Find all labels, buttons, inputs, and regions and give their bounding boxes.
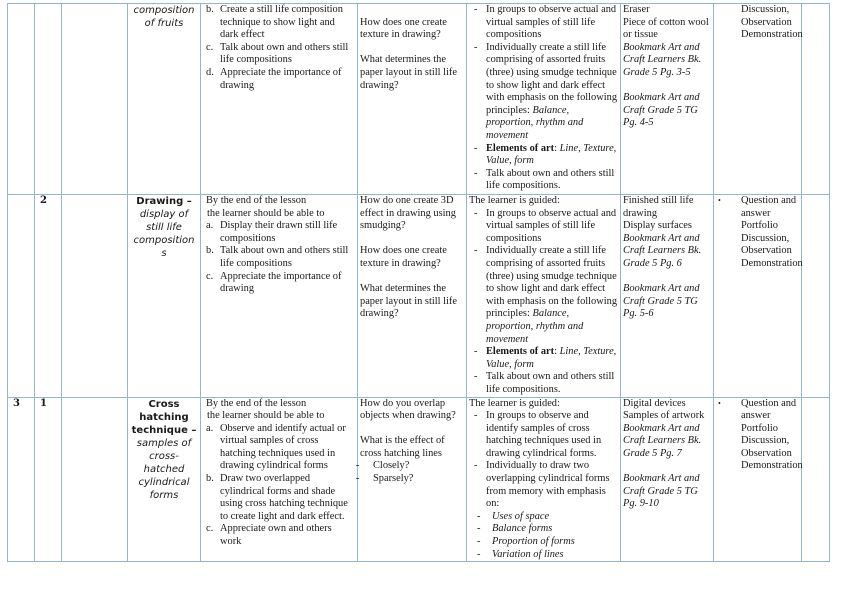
resources-cell [621, 195, 714, 398]
assessment-item: Observation [741, 245, 792, 257]
strand-cell [62, 397, 128, 562]
sub-strand-cell [128, 4, 201, 195]
emphasis-item: - Variation of lines [477, 548, 564, 560]
resources-cell [621, 4, 714, 195]
learning-experiences-cell [467, 4, 621, 195]
experience-item: - Talk about own and others still life compositions. [474, 371, 615, 395]
resource-item: Finished still life drawing [623, 195, 694, 219]
learner-book-ref: Bookmark Art and Craft Learners Bk. Grade 5 Pg. 3-5 [623, 41, 702, 78]
resource-item: Eraser [623, 4, 650, 15]
emphasis-item: - Balance forms [477, 523, 553, 535]
outcome-item: a. Display their drawn still life compositions [206, 220, 338, 244]
learning-experiences-cell [467, 195, 621, 398]
outcomes-intro: By the end of the lesson [206, 397, 307, 409]
outcomes-intro: the learner should be able to [207, 207, 325, 219]
assessment-item: Discussion, [741, 435, 790, 447]
inquiry-question: How do one create 3D effect in drawing using smudging? [360, 195, 456, 232]
topic-italic: composition of fruits [133, 5, 195, 29]
experience-item: - In groups to observe and identify samples of cross hatching techniques used in drawing cylindrical forms. [474, 410, 602, 459]
key-inquiry-cell [358, 195, 467, 398]
experience-item: - Individually create a still life comprising of assorted fruits (three) using smudge technique to show light and dark effect with emphasis on the following principles: Balance, proportion, rhythm and movement [474, 245, 618, 345]
strand-cell [62, 195, 128, 398]
sub-strand-cell [128, 195, 201, 398]
emphasis-list [469, 511, 618, 561]
assessment-cell [714, 397, 802, 562]
learning-experiences-cell [467, 397, 621, 562]
teacher-guide-ref: Bookmark Art and Craft Grade 5 TG Pg. 4-5 [623, 92, 700, 129]
key-inquiry-cell [358, 4, 467, 195]
topic-italic: display of still life composition s [133, 209, 195, 259]
resource-item: Piece of cotton wool or tissue [623, 16, 709, 41]
experiences-list [469, 410, 618, 561]
resource-item: Digital devices [623, 397, 686, 409]
outcome-item: c. Appreciate the importance of drawing [206, 270, 342, 295]
lesson-cell: 1 [35, 397, 62, 562]
assessment-item: Demonstration [741, 460, 803, 472]
resource-item: Display surfaces [623, 220, 692, 232]
learning-outcomes-cell [201, 397, 358, 562]
experiences-intro: The learner is guided: [469, 195, 560, 206]
table-row [8, 195, 830, 398]
inquiry-question: How does one create texture in drawing? [360, 16, 447, 41]
table-row [8, 397, 830, 562]
assessment-list [716, 195, 803, 271]
emphasis-item: - Proportion of forms [477, 536, 575, 548]
week-cell: 3 [8, 397, 35, 562]
teacher-guide-ref: Bookmark Art and Craft Grade 5 TG Pg. 9-10 [623, 473, 700, 510]
resource-item: Samples of artwork [623, 410, 705, 422]
inquiry-question: What is the effect of cross hatching lines [360, 435, 445, 459]
inquiry-question: How do you overlap objects when drawing? [360, 397, 456, 422]
learning-outcomes-cell [201, 4, 358, 195]
outcome-item: b. Draw two overlapped cylindrical forms and shade using cross hatching technique to create light and dark effect. [206, 473, 348, 522]
scheme-of-work-table [7, 3, 830, 562]
assessment-line: Observation [741, 16, 792, 28]
learning-outcomes-cell [201, 195, 358, 398]
outcomes-list [203, 4, 355, 92]
experiences-list [469, 208, 618, 397]
assessment-item: Discussion, [741, 232, 790, 244]
topic-bold: Drawing – [136, 196, 192, 207]
sub-strand-cell [128, 397, 201, 562]
reflection-cell [802, 4, 830, 195]
emphasis-item: - Uses of space [477, 510, 550, 522]
experience-item: - Elements of art: Line, Texture, Value, form [474, 346, 617, 370]
assessment-item: Portfolio [741, 422, 778, 434]
assessment-line: Discussion, [741, 4, 790, 15]
assessment-item: • Question and answer [718, 397, 797, 422]
topic-italic: samples of cross-hatched cylindrical forms [136, 437, 192, 501]
outcomes-list [203, 220, 355, 296]
reflection-cell [802, 397, 830, 562]
assessment-list [716, 397, 803, 474]
bullet-icon: • [718, 196, 721, 205]
outcome-item: d. Appreciate the importance of drawing [206, 66, 342, 91]
assessment-item: Portfolio [741, 220, 778, 232]
strand-cell [62, 4, 128, 195]
outcomes-intro: By the end of the lesson [206, 195, 307, 206]
assessment-item: Observation [741, 447, 792, 459]
key-inquiry-cell [358, 397, 467, 562]
experience-item: - Talk about own and others still life compositions. [474, 167, 615, 192]
inquiry-sub-item: - Closely? [356, 460, 410, 472]
outcomes-list [203, 423, 355, 549]
week-cell [8, 195, 35, 398]
experience-item: - In groups to observe actual and virtual samples of still life compositions [474, 4, 617, 41]
outcome-item: a. Observe and identify actual or virtual samples of cross hatching techniques used in drawing cylindrical forms [206, 422, 346, 472]
experience-item: - Individually to draw two overlapping cylindrical forms from memory with emphasis on: - Uses of space - Balance forms - Proportion of forms - Variation of lines [469, 460, 618, 561]
lesson-cell: 2 [35, 195, 62, 398]
learner-book-ref: Bookmark Art and Craft Learners Bk. Grade 5 Pg. 6 [623, 232, 702, 269]
experiences-intro: The learner is guided: [469, 397, 560, 409]
inquiry-sub-list [356, 460, 464, 485]
inquiry-question: How does one create texture in drawing? [360, 245, 447, 269]
experience-item: - In groups to observe actual and virtual samples of still life compositions [474, 207, 617, 244]
topic-bold: Cross hatching technique – [131, 398, 197, 436]
bullet-icon: • [718, 398, 721, 408]
assessment-item: Demonstration [741, 257, 803, 269]
experiences-list [469, 4, 618, 193]
outcome-item: c. Talk about own and others still life compositions [206, 41, 349, 66]
reflection-cell [802, 195, 830, 398]
assessment-line: Demonstration [741, 29, 803, 41]
resources-cell [621, 397, 714, 562]
learner-book-ref: Bookmark Art and Craft Learners Bk. Grade 5 Pg. 7 [623, 422, 702, 459]
week-cell [8, 4, 35, 195]
outcome-item: b. Create a still life composition technique to show light and dark effect [206, 4, 343, 41]
inquiry-sub-item: - Sparsely? [356, 473, 414, 485]
inquiry-question: What determines the paper layout in still life drawing? [360, 283, 457, 320]
assessment-cell [714, 4, 802, 195]
assessment-cell [714, 195, 802, 398]
outcome-item: c. Appreciate own and others work [206, 523, 332, 548]
outcomes-intro: the learner should be able to [207, 410, 325, 422]
inquiry-question: What determines the paper layout in still life drawing? [360, 54, 457, 91]
experience-item: - Elements of art: Line, Texture, Value, form [474, 142, 617, 167]
assessment-item: • Question and answer [718, 195, 797, 219]
teacher-guide-ref: Bookmark Art and Craft Grade 5 TG Pg. 5-6 [623, 283, 700, 320]
table-row [8, 4, 830, 195]
outcome-item: b. Talk about own and others still life compositions [206, 245, 349, 269]
lesson-cell [35, 4, 62, 195]
experience-item: - Individually create a still life comprising of assorted fruits (three) using smudge technique to show light and dark effect with emphasis on the following principles: Balance, proportion, rhythm and movement [474, 41, 618, 141]
